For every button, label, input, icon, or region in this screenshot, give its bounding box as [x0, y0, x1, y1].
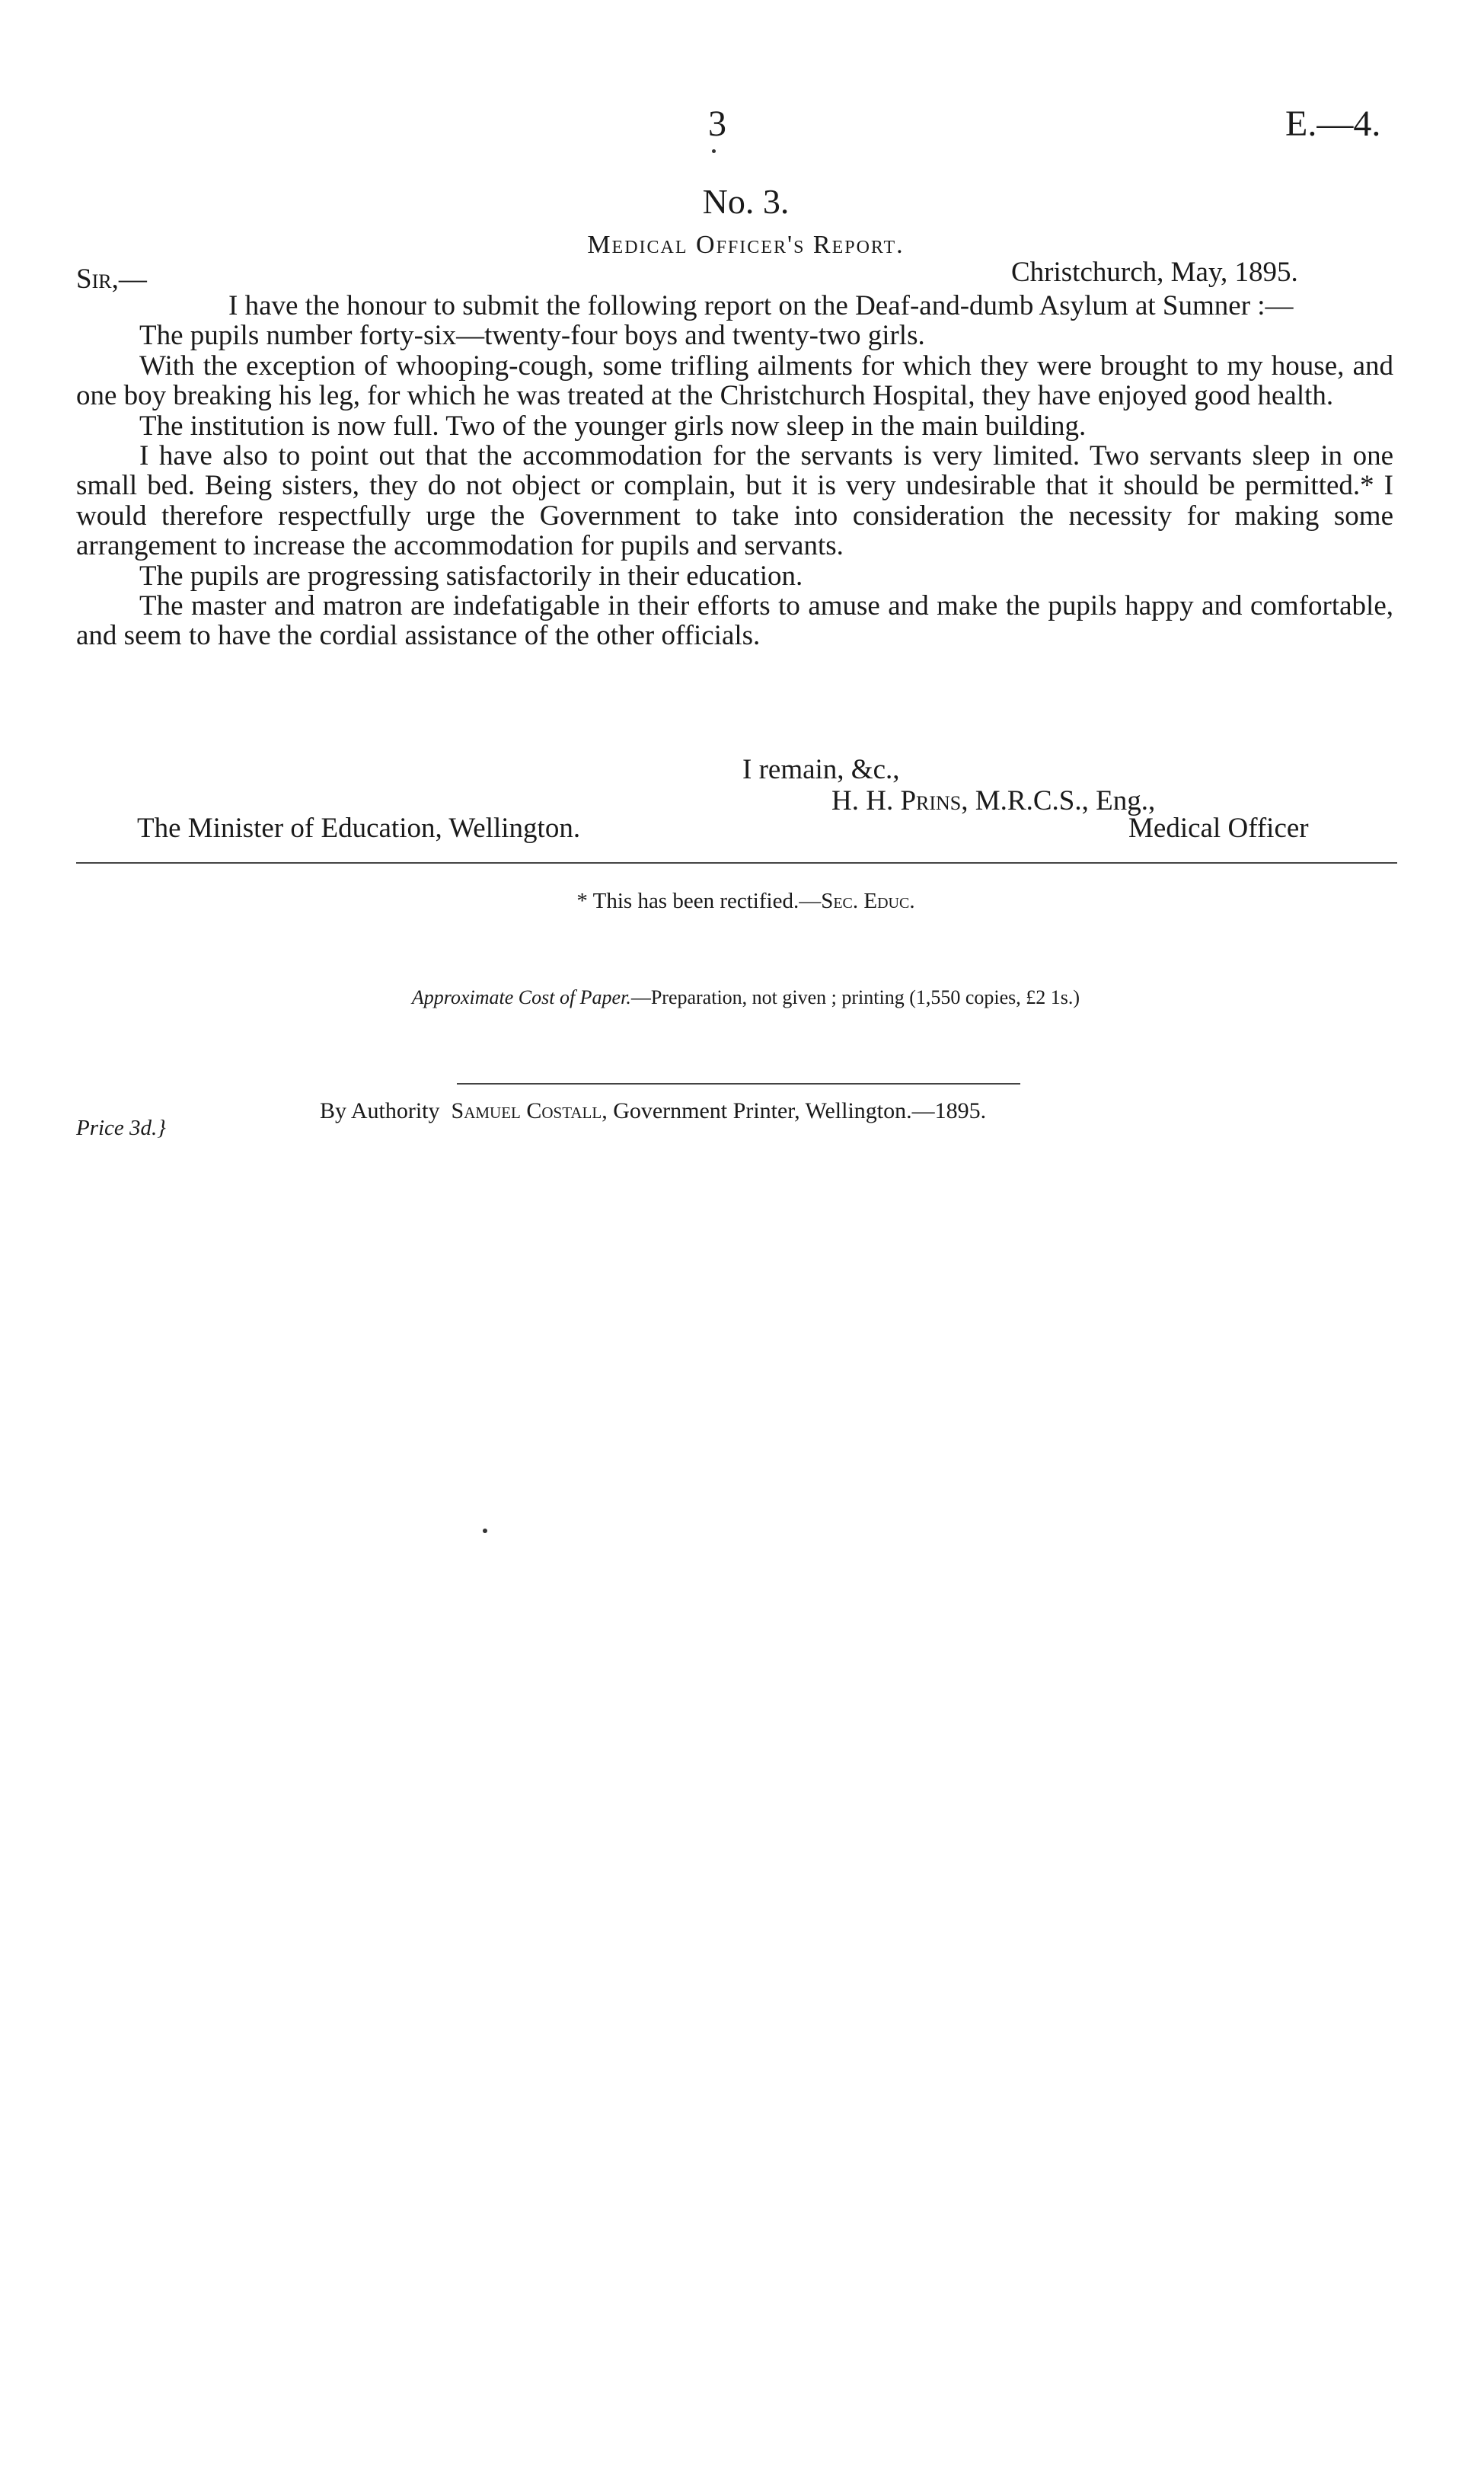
- signer-surname: Prins: [900, 785, 962, 816]
- imprint-prefix: By Authority: [320, 1098, 440, 1123]
- letter-body: [76, 291, 1393, 651]
- signer-initials: H. H.: [831, 785, 894, 816]
- price: Price 3d.}: [76, 1116, 166, 1140]
- imprint: [320, 1098, 986, 1124]
- paragraph: The pupils are progressing satisfactorily in their education.: [139, 560, 803, 592]
- salutation: Sir,—: [76, 264, 147, 295]
- signer-credentials: , M.R.C.S., Eng.,: [961, 785, 1156, 816]
- paragraph: The pupils number forty-six—twenty-four boys and twenty-two girls.: [139, 320, 925, 352]
- cost-detail: —Preparation, not given ; printing (1,550 copies, £2 1s.): [630, 986, 1080, 1008]
- paragraph: The institution is now full. Two of the younger girls now sleep in the main building.: [139, 410, 1087, 442]
- cost-line: [0, 986, 1484, 1009]
- imprint-rule: [457, 1083, 1020, 1085]
- imprint-suffix: , Government Printer, Wellington.—1895.: [602, 1098, 987, 1123]
- series-reference: E.—4.: [1285, 104, 1381, 144]
- report-number: No. 3.: [702, 182, 790, 221]
- recipient: The Minister of Education, Wellington.: [137, 813, 581, 844]
- paragraph: I have the honour to submit the following report on the Deaf-and-dumb Asylum at Sumner :—: [228, 290, 1294, 321]
- closing: I remain, &c.,: [742, 754, 900, 785]
- footnote: [0, 889, 1484, 914]
- page-number: 3: [708, 104, 726, 144]
- signer-title: Medical Officer: [1128, 813, 1309, 844]
- footnote-text: * This has been rectified.—: [576, 889, 822, 913]
- footnote-signoff: Sec. Educ.: [821, 889, 915, 913]
- report-title: Medical Officer's Report.: [587, 231, 905, 259]
- paragraph: The master and matron are indefatigable in their efforts to amuse and make the pupils happy and comfortable, and seem to have the cordial assistance of the other officials.: [76, 590, 1393, 652]
- imprint-printer: Samuel Costall: [451, 1098, 602, 1123]
- paragraph: I have also to point out that the accommodation for the servants is very limited. Two servants sleep in one small bed. Being sisters, they do not object or complain, but it is very undesirable that it should be permitted.* I would therefore respectfully urge the Government to take into consideration the necessity for making some arrangement to increase the accommodation for pupils and servants.: [76, 440, 1393, 562]
- cost-label: Approximate Cost of Paper.: [411, 986, 631, 1008]
- paragraph: With the exception of whooping-cough, some trifling ailments for which they were brought to my house, and one boy breaking his leg, for which he was treated at the Christchurch Hospital, they have enjoyed good health.: [76, 350, 1393, 412]
- stray-mark: [483, 1529, 487, 1533]
- divider-rule: [76, 862, 1397, 864]
- dateline: Christchurch, May, 1895.: [1011, 257, 1298, 288]
- page-number-dot: [712, 149, 716, 153]
- signature: [831, 784, 1155, 817]
